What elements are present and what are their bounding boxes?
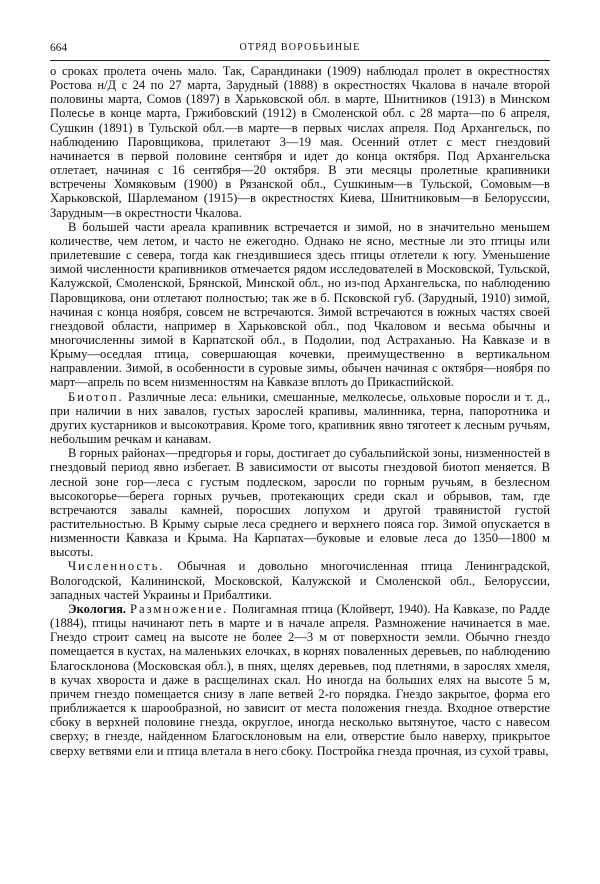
- paragraph-text: Полигамная птица (Клойверт, 1940). На Кавказе, по Радде (1884), птицы начинают петь в марте и в начале апреля. Размножение начинается в мае. Гнездо строит самец на высоте не более 2—3 м от поверхности земли. Обычно гнездо помещается в кустах, на маленьких елочках, в корнях поваленных деревьев, по наблюдению Благосклонова (Московская обл.), в пнях, щелях деревьев, под плетнями, в зарослях хмеля, в кучах хвороста и даже в расщелинах скал. Но иногда на больших елях на высоте 5 м, причем гнездо помещается снизу в лапе ветвей 2-го порядка. Гнездо закрытое, форма его приближается к шарообразной, но зависит от места положения гнезда. Входное отверстие сбоку в верхней половине гнезда, округлое, иногда несколько вытянутое, часто с навесом сверху; в гнезде, найденном Благосклоновым на ели, отверстие было наверху, прикрытое сверху ветвями ели и птица влетала в него сбоку. Постройка гнезда прочная, из сухой травы,: [50, 601, 550, 758]
- section-lead-reproduction: Размножение.: [130, 601, 229, 616]
- paragraph-ecology: [50, 602, 550, 758]
- paragraph-text: В горных районах—предгорья и горы, достигает до субальпийской зоны, низменностей в гнездовый период явно избегает. В зависимости от высоты гнездовой биотоп меняется. В лесной зоне гор—леса с густым подлеском, заросли по горным ручьям, в безлесном высокогорье—берега горных ручьев, протекающих среди скал и обрывов, там, где встречаются завалы камней, поросших лопухом и другой травянистой густой растительностью. В Крыму сырые леса среднего и верхнего пояса гор. Зимой опускается в низменности Кавказа и Крыма. На Карпатах—буковые и еловые леса до 1350—1800 м высоты.: [50, 446, 550, 560]
- paragraph-abundance: [50, 559, 550, 601]
- paragraph-wintering: [50, 220, 550, 390]
- paragraph-text: В большей части ареала крапивник встречается и зимой, но в значительно меньшем количестве, чем летом, и часто не ежегодно. Однако не ясно, местные ли это птицы или прилетевшие с севера, тогда как гнездившиеся здесь птицы отлетели к югу. Уменьшение зимой численности крапивников отмечается рядом исследователей в Московской, Тульской, Калужской, Смоленской, Брянской, Минской обл., но из-под Архангельска, по наблюдению Паровщикова, они отлетают полностью; так же в б. Псковской губ. (Зарудный, 1910) зимой, начиная с конца ноября, совсем не встречаются. Зимой встречаются в южных частях своей гнездовой области, например в Харьковской обл., под Чкаловом и весьма обычны и многочисленны зимой в Карпатской обл., в Подолии, под Астраханью. На Кавказе и в Крыму—оседлая птица, совершающая кочевки, преимущественно в вертикальном направлении. Зимой, в особенности в суровые зимы, обычен начиная с октября—ноября по март—апрель по всем низменностям на Кавказе вплоть до Прикаспийской.: [50, 219, 550, 390]
- page-header: [50, 42, 550, 58]
- running-head: ОТРЯД ВОРОБЬИНЫЕ: [239, 42, 361, 53]
- section-lead-biotope: Биотоп.: [68, 389, 124, 404]
- page-number: 664: [50, 42, 68, 54]
- paragraph-passage-timing: [50, 64, 550, 220]
- paragraph-biotope: [50, 390, 550, 447]
- header-rule: [50, 60, 550, 61]
- section-lead-abundance: Численность.: [68, 559, 165, 574]
- paragraph-text: о сроках пролета очень мало. Так, Сарандинаки (1909) наблюдал пролет в окрестностях Ростова н/Д с 24 по 27 марта, Зарудный (1888) в окрестностях Чкалова в начале второй половины марта, Сомов (1897) в Харьковской обл. в марте, Шнитников (1913) в Минском Полесье в конце марта, Гржибовский (1912) в Смоленской обл. с 28 марта—по 6 апреля, Сушкин (1891) в Тульской обл.—в марте—в первых числах апреля. Под Архангельск, по наблюдению Паровщикова, прилетают 3—19 мая. Осенний отлет с мест гнездовий начинается в первой половине сентября и идет до конца октября. Под Архангельска отлетает, начиная с 16 сентября—20 октября. В эти месяцы пролетные крапивники встречены Хомяковым (1900) в Рязанской обл., Сушкиным—в Тульской, Сомовым—в Харьковской, Шарлеманом (1915)—в окрестностях Киева, Шнитниковым—в Белоруссии, Зарудным—в окрестности Чкалова.: [50, 64, 550, 220]
- paragraph-mountain-biotope: [50, 446, 550, 559]
- paragraph-text: Различные леса: ельники, смешанные, мелколесье, ольховые поросли и т. д., при наличии в них завалов, густых зарослей крапивы, малинника, терна, папоротника и других кустарников и высокотравия. Кроме того, крапивник явно тяготеет к лесным ручьям, небольшим речкам и канавам.: [50, 389, 550, 447]
- paragraph-text: Обычная и довольно многочисленная птица Ленинградской, Вологодской, Калининской, Московской, Калужской и Смоленской обл., Белоруссии, западных частей Украины и Прибалтики.: [50, 559, 550, 602]
- body-text: [50, 64, 550, 758]
- section-lead-ecology: Экология.: [68, 601, 127, 616]
